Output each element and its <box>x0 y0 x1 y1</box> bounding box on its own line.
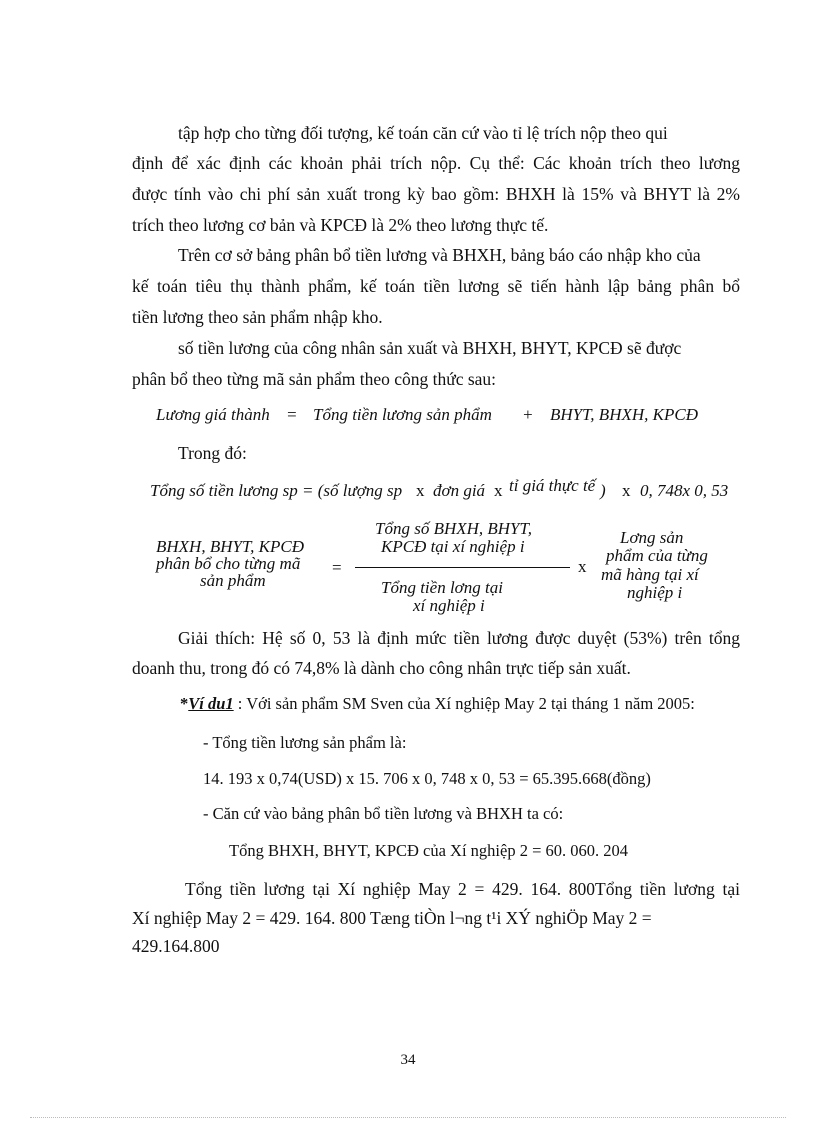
formula1-term1: Tổng tiền lương sản phẩm <box>313 405 492 424</box>
example-heading <box>180 692 695 716</box>
paragraph1-line4: trích theo lương cơ bản và KPCĐ là 2% theo lương thực tế. <box>132 215 549 235</box>
paragraph2-line1: Trên cơ sở bảng phân bổ tiền lương và BHXH, bảng báo cáo nhập kho của <box>178 245 701 265</box>
formula3-eq: = <box>332 558 342 577</box>
paragraph3-line2: phân bổ theo từng mã sản phẩm theo công thức sau: <box>132 369 497 389</box>
example-item1: - Tổng tiền lương sản phẩm là: <box>203 733 407 752</box>
formula3-times: x <box>578 557 587 576</box>
final-line3: 429.164.800 <box>132 936 220 956</box>
formula2-lhs: Tổng số tiền lương sp = (số lượng sp <box>150 481 403 500</box>
formula2-dongia: đơn giá <box>433 481 486 500</box>
final-line2: Xí nghiệp May 2 = 429. 164. 800 Tæng tiÒn l¬ng t¹i XÝ nghiÖp May 2 = <box>132 908 652 928</box>
formula2-x2: x <box>494 481 503 500</box>
formula2-close: ) <box>600 481 606 500</box>
formula3-lhs-line3: sản phẩm <box>200 571 266 590</box>
formula2-tigia: tỉ giá thực tế <box>509 476 596 495</box>
example-item2: - Căn cứ vào bảng phân bổ tiền lương và BHXH ta có: <box>203 804 564 823</box>
example-calc1: 14. 193 x 0,74(USD) x 15. 706 x 0, 748 x 0, 53 = 65.395.668(đồng) <box>203 769 651 788</box>
paragraph1-line3: được tính vào chi phí sản xuất trong kỳ bao gồm: BHXH là 15% và BHYT là 2% <box>132 184 740 204</box>
formula3-num-line2: KPCĐ tại xí nghiệp i <box>381 537 525 556</box>
formula1-plus: + <box>522 405 534 424</box>
formula3-rhs-line1: Lơng sản <box>620 528 684 547</box>
footer-divider <box>30 1117 786 1118</box>
formula1-lhs: Lương giá thành <box>156 405 270 424</box>
formula3-num-line1: Tổng số BHXH, BHYT, <box>375 519 532 538</box>
paragraph3-line1: số tiền lương của công nhân sản xuất và BHXH, BHYT, KPCĐ sẽ được <box>178 338 682 358</box>
example-calc2: Tổng BHXH, BHYT, KPCĐ của Xí nghiệp 2 = 60. 060. 204 <box>229 841 629 860</box>
fraction-bar <box>355 567 570 568</box>
formula3-den-line1: Tổng tiền lơng tại <box>381 578 503 597</box>
formula1-term2: BHYT, BHXH, KPCĐ <box>550 405 698 424</box>
paragraph2-line2: kế toán tiêu thụ thành phẩm, kế toán tiền lương sẽ tiến hành lập bảng phân bổ <box>132 276 740 296</box>
formula3-rhs-line4: nghiệp i <box>627 583 683 602</box>
example-label: Ví du1 <box>188 694 234 713</box>
formula3-den-line2: xí nghiệp i <box>413 596 485 615</box>
formula3-rhs-line3: mã hàng tại xí <box>601 565 699 584</box>
paragraph1-line2: định để xác định các khoản phải trích nộp. Cụ thể: Các khoản trích theo lương <box>132 153 740 173</box>
example-star: * <box>180 694 189 713</box>
page-number: 34 <box>400 1052 416 1068</box>
example-text: : Với sản phẩm SM Sven của Xí nghiệp May 2 tại tháng 1 năm 2005: <box>233 694 695 713</box>
paragraph1-line1: tập hợp cho từng đối tượng, kế toán căn cứ vào tỉ lệ trích nộp theo qui <box>178 123 668 143</box>
paragraph2-line3: tiền lương theo sản phẩm nhập kho. <box>132 307 383 327</box>
final-line1: Tổng tiền lương tại Xí nghiệp May 2 = 429. 164. 800Tổng tiền lương tại <box>185 879 740 899</box>
trong-do-label: Trong đó: <box>178 443 247 463</box>
formula3-lhs-line2: phân bổ cho từng mã <box>156 554 301 573</box>
explain-line2: doanh thu, trong đó có 74,8% là dành cho công nhân trực tiếp sản xuất. <box>132 658 631 678</box>
formula3-lhs-line1: BHXH, BHYT, KPCĐ <box>156 537 304 556</box>
formula2-x1: x <box>416 481 425 500</box>
formula1-eq: = <box>286 405 298 424</box>
explain-line1: Giải thích: Hệ số 0, 53 là định mức tiền lương được duyệt (53%) trên tổng <box>178 628 740 648</box>
formula3-rhs-line2: phẩm của từng <box>606 546 708 565</box>
formula2-rest: 0, 748x 0, 53 <box>640 481 729 500</box>
formula2-x3: x <box>622 481 631 500</box>
